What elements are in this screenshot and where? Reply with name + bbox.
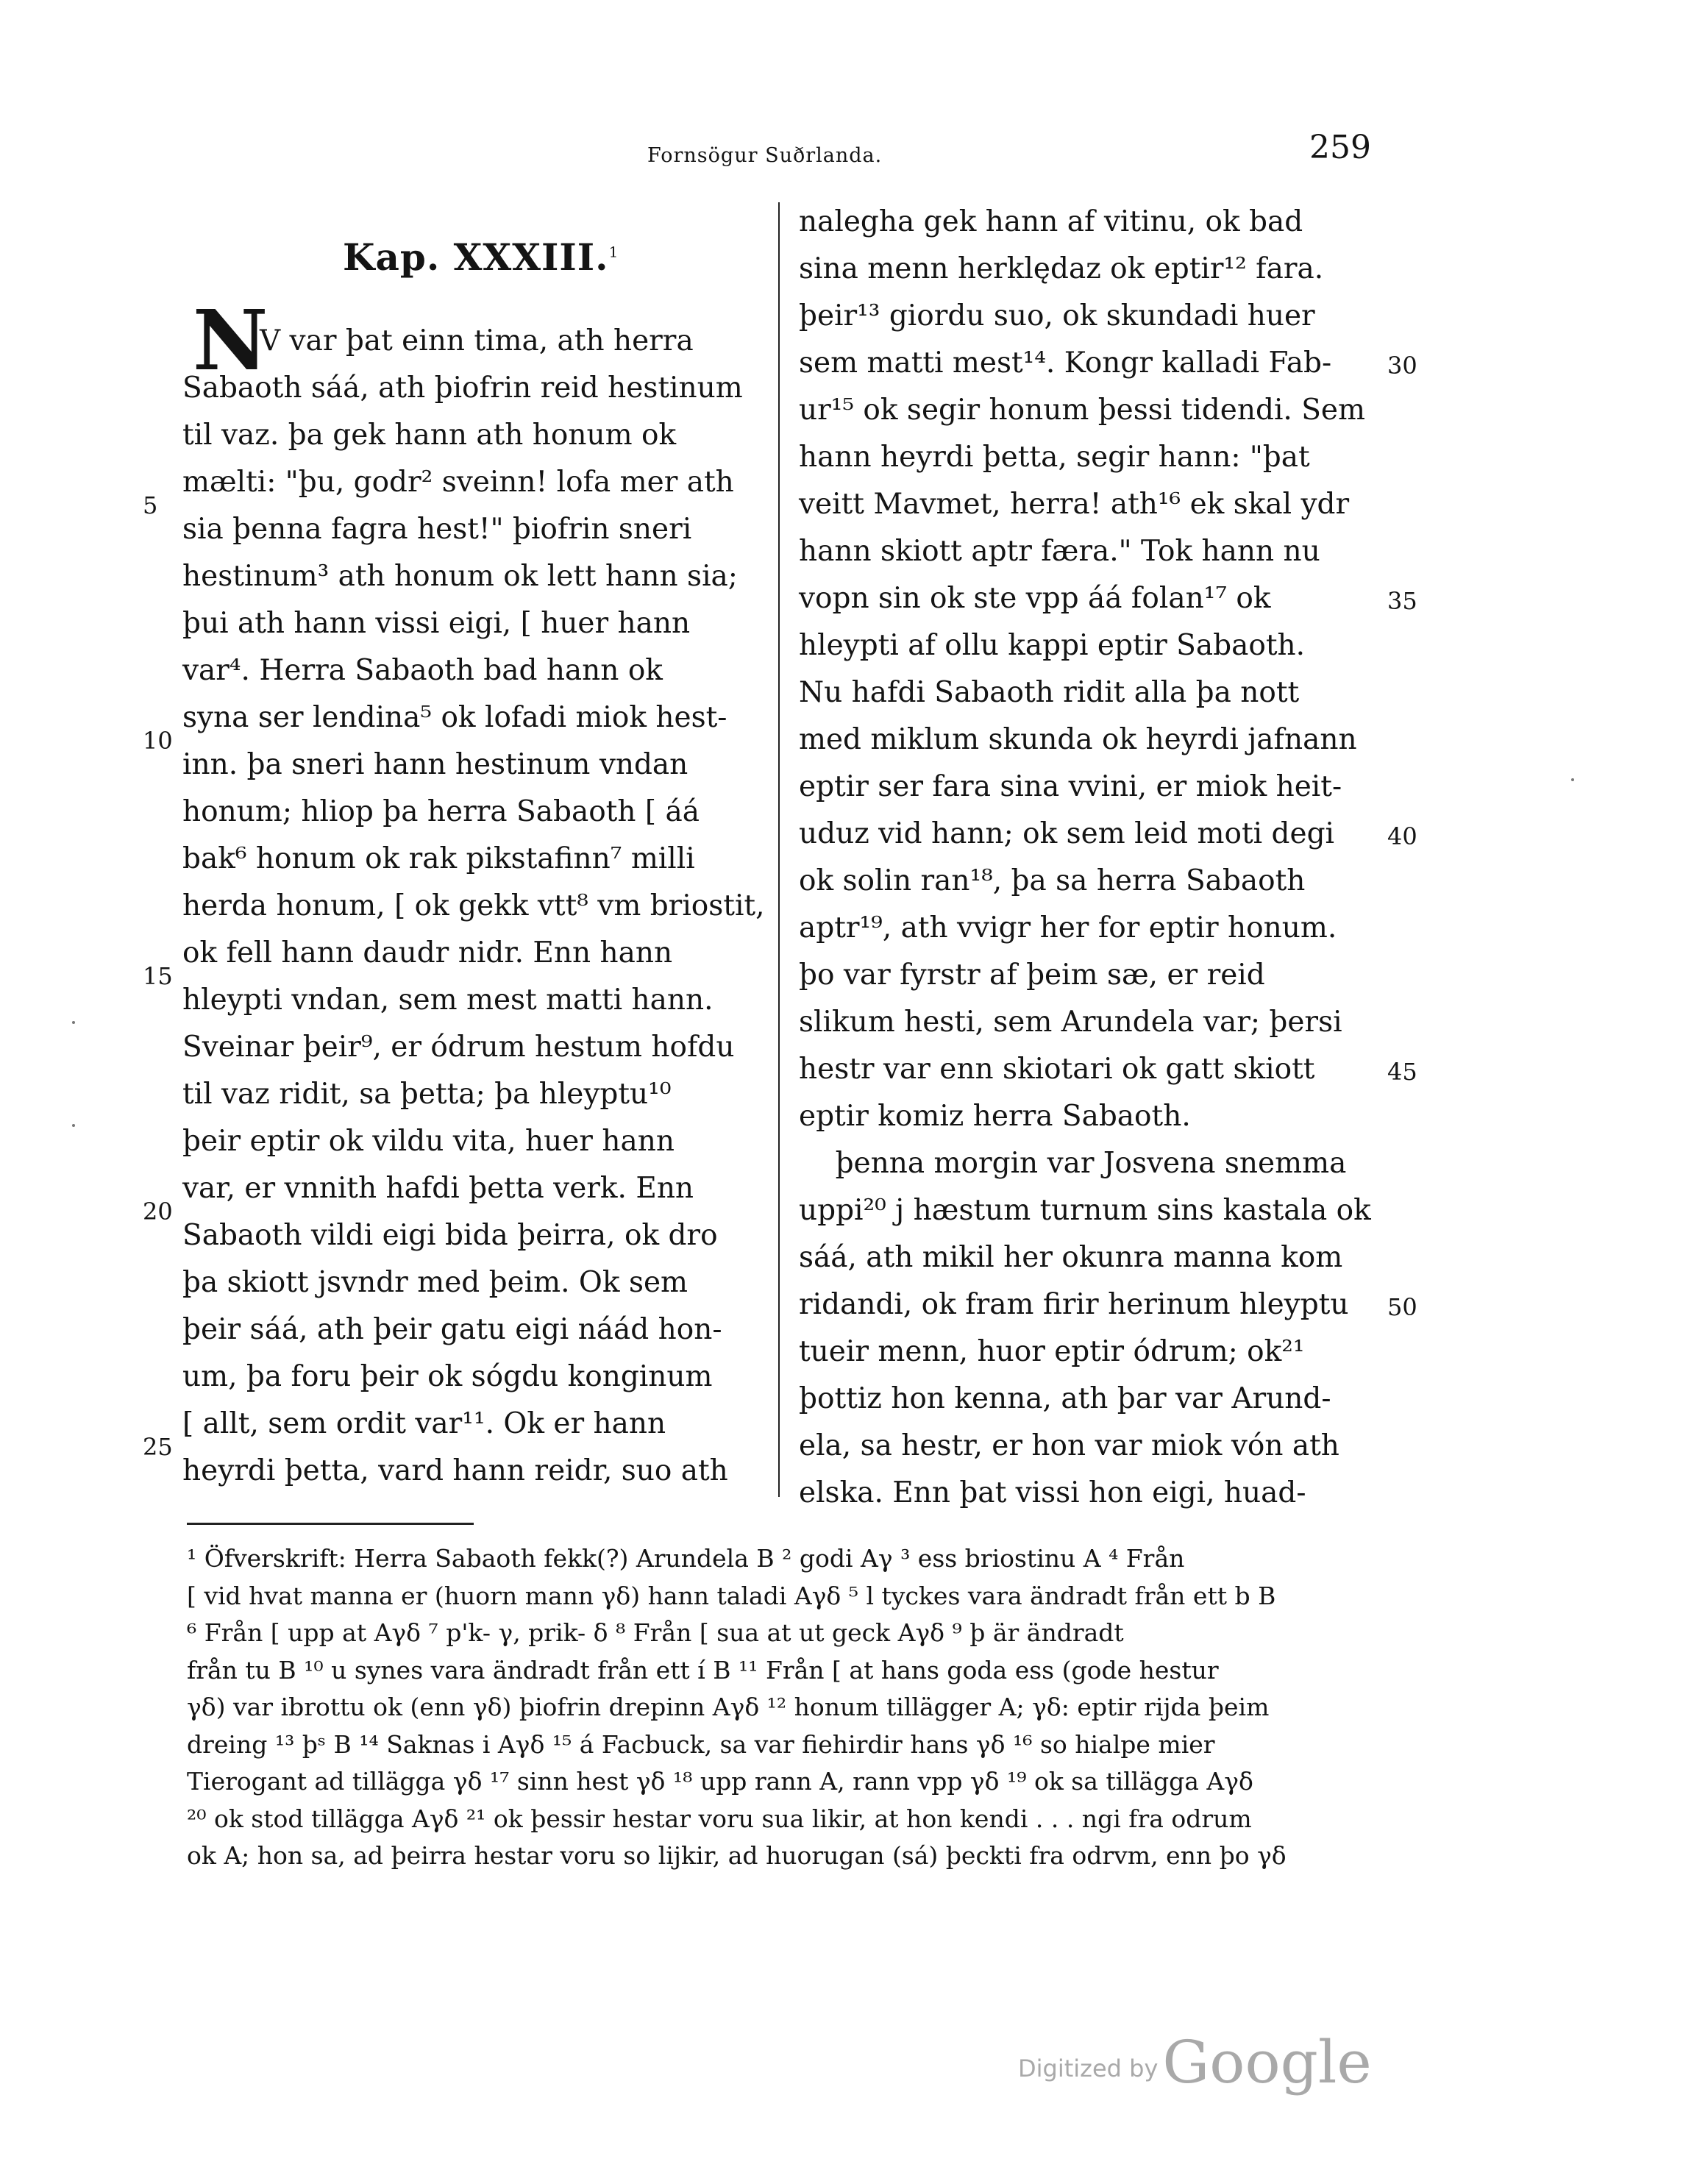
text-line: ridandi, ok fram firir herinum hleyptu (799, 1288, 1349, 1321)
text-line: þeir eptir ok vildu vita, huer hann (182, 1125, 675, 1158)
text-line: veitt Mavmet, herra! ath¹⁶ ek skal ydr (799, 488, 1350, 521)
footnote-line: ok A; hon sa, ad þeirra hestar voru so lijkir, ad huorugan (sá) þeckti fra odrvm, enn þo γδ (187, 1841, 1287, 1870)
text-line: nalegha gek hann af vitinu, ok bad (799, 205, 1303, 238)
footnotes (187, 1540, 1378, 1875)
line-number: 30 (1387, 352, 1417, 380)
line-number: 15 (143, 962, 173, 990)
text-line: Sveinar þeir⁹, er ódrum hestum hofdu (182, 1031, 735, 1064)
text-line: ok solin ran¹⁸, þa sa herra Sabaoth (799, 864, 1306, 897)
text-line: ok fell hann daudr nidr. Enn hann (182, 936, 673, 970)
text-line: Nu hafdi Sabaoth ridit alla þa nott (799, 676, 1300, 709)
running-head: Fornsögur Suðrlanda. (647, 144, 883, 167)
footnote-line: γδ) var ibrottu ok (enn γδ) þiofrin drepinn Aγδ ¹² honum tillägger A; γδ: eptir rijda þeim (187, 1693, 1270, 1721)
text-line: þottiz hon kenna, ath þar var Arund- (799, 1382, 1331, 1415)
text-line: hleypti af ollu kappi eptir Sabaoth. (799, 629, 1306, 662)
text-line: sia þenna fagra hest!" þiofrin sneri (182, 513, 692, 546)
right-column (799, 199, 1380, 1517)
text-line: þeir¹³ giordu suo, ok skundadi huer (799, 299, 1315, 332)
scan-speck (1571, 778, 1574, 781)
text-line: þeir sáá, ath þeir gatu eigi náád hon- (182, 1313, 722, 1346)
line-number: 25 (143, 1433, 173, 1461)
watermark-prefix: Digitized by (1018, 2055, 1159, 2082)
left-column (182, 318, 764, 1495)
footnote-line: ²⁰ ok stod tillägga Aγδ ²¹ ok þessir hestar voru sua likir, at hon kendi . . . ngi fra odrum (187, 1804, 1252, 1833)
text-line: þa skiott jsvndr med þeim. Ok sem (182, 1266, 688, 1299)
text-line: var, er vnnith hafdi þetta verk. Enn (182, 1172, 694, 1205)
footnote-line: från tu B ¹⁰ u synes vara ändradt från ett í B ¹¹ Från [ at hans goda ess (gode hestur (187, 1655, 1219, 1685)
text-line: herda honum, [ ok gekk vtt⁸ vm briostit, (182, 889, 765, 922)
text-line: hestr var enn skiotari ok gatt skiott (799, 1053, 1315, 1086)
text-line: honum; hliop þa herra Sabaoth [ áá (182, 795, 700, 828)
footnote-line: ⁶ Från [ upp at Aγδ ⁷ p'k- γ, prik- δ ⁸ Från [ sua at ut geck Aγδ ⁹ þ är ändradt (187, 1618, 1124, 1647)
text-line: til vaz ridit, sa þetta; þa hleyptu¹⁰ (182, 1078, 672, 1111)
line-number: 35 (1387, 587, 1417, 615)
text-line: bak⁶ honum ok rak pikstafinn⁷ milli (182, 842, 695, 875)
line-number: 40 (1387, 822, 1417, 850)
text-line: hestinum³ ath honum ok lett hann sia; (182, 560, 738, 593)
text-line: var⁴. Herra Sabaoth bad hann ok (182, 654, 663, 687)
footnote-line: [ vid hvat manna er (huorn mann γδ) hann taladi Aγδ ⁵ l tyckes vara ändradt från ett b B (187, 1581, 1276, 1610)
footnote-line: dreing ¹³ þˢ B ¹⁴ Saknas i Aγδ ¹⁵ á Facbuck, sa var fiehirdir hans γδ ¹⁶ so hialpe mier (187, 1729, 1215, 1759)
scan-speck (72, 1124, 75, 1127)
text-line: hleypti vndan, sem mest matti hann. (182, 983, 714, 1017)
line-number: 45 (1387, 1058, 1417, 1086)
text-line: sem matti mest¹⁴. Kongr kalladi Fab- (799, 346, 1332, 380)
text-line: aptr¹⁹, ath vvigr her for eptir honum. (799, 911, 1337, 945)
text-line: uppi²⁰ j hæstum turnum sins kastala ok (799, 1194, 1371, 1227)
text-line: sina menn herklędaz ok eptir¹² fara. (799, 252, 1324, 285)
text-line: þui ath hann vissi eigi, [ huer hann (182, 607, 691, 640)
google-logo: Google (1162, 2028, 1372, 2096)
drop-cap: N (193, 293, 268, 389)
scan-speck (72, 1021, 75, 1024)
footnote-line: ¹ Öfverskrift: Herra Sabaoth fekk(?) Arundela B ² godi Aγ ³ ess briostinu A ⁴ Från (187, 1544, 1185, 1573)
text-line: heyrdi þetta, vard hann reidr, suo ath (182, 1454, 728, 1487)
text-line: slikum hesti, sem Arundela var; þersi (799, 1006, 1342, 1039)
text-line: sáá, ath mikil her okunra manna kom (799, 1241, 1343, 1274)
text-line: til vaz. þa gek hann ath honum ok (182, 419, 677, 452)
text-line: hann skiott aptr færa." Tok hann nu (799, 535, 1320, 568)
footnote-line: Tierogant ad tillägga γδ ¹⁷ sinn hest γδ ¹⁸ upp rann A, rann vpp γδ ¹⁹ ok sa tillägga Aγδ (187, 1767, 1253, 1796)
footnote-rule (187, 1523, 474, 1525)
text-line: med miklum skunda ok heyrdi jafnann (799, 723, 1357, 756)
text-line: syna ser lendina⁵ ok lofadi miok hest- (182, 701, 727, 734)
text-line: eptir ser fara sina vvini, er miok heit- (799, 770, 1342, 803)
text-line: hann heyrdi þetta, segir hann: "þat (799, 441, 1310, 474)
text-line: mælti: "þu, godr² sveinn! lofa mer ath (182, 466, 734, 499)
page-number: 259 (1309, 129, 1371, 166)
text-line: tueir menn, huor eptir ódrum; ok²¹ (799, 1335, 1305, 1368)
line-number: 10 (143, 727, 173, 755)
text-line: þenna morgin var Josvena snemma (799, 1147, 1347, 1180)
line-number: 20 (143, 1198, 173, 1225)
text-line: elska. Enn þat vissi hon eigi, huad- (799, 1476, 1306, 1509)
text-line: [ allt, sem ordit var¹¹. Ok er hann (182, 1407, 666, 1440)
chapter-title (343, 235, 619, 279)
line-number: 5 (143, 491, 158, 519)
column-rule (778, 202, 780, 1497)
text-line: V var þat einn tima, ath herra (260, 324, 694, 357)
text-line: uduz vid hann; ok sem leid moti degi (799, 817, 1335, 850)
chapter-title-text: Kap. XXXIII. (343, 235, 609, 279)
text-line: um, þa foru þeir ok sógdu konginum (182, 1360, 713, 1393)
text-line: Sabaoth sáá, ath þiofrin reid hestinum (182, 371, 743, 405)
text-line: eptir komiz herra Sabaoth. (799, 1100, 1191, 1133)
line-number: 50 (1387, 1293, 1417, 1321)
text-line: þo var fyrstr af þeim sæ, er reid (799, 958, 1265, 992)
text-line: inn. þa sneri hann hestinum vndan (182, 748, 688, 781)
text-line: ur¹⁵ ok segir honum þessi tidendi. Sem (799, 394, 1365, 427)
digitized-watermark (1018, 2028, 1372, 2096)
text-line: Sabaoth vildi eigi bida þeirra, ok dro (182, 1219, 718, 1252)
chapter-title-note: 1 (608, 243, 619, 261)
text-line: vopn sin ok ste vpp áá folan¹⁷ ok (799, 582, 1271, 615)
text-line: ela, sa hestr, er hon var miok vón ath (799, 1429, 1339, 1462)
